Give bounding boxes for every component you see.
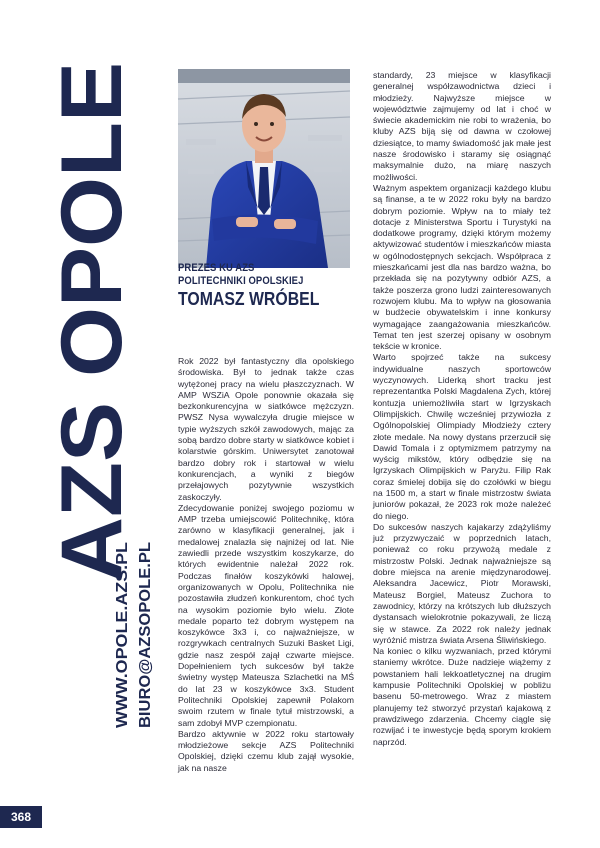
portrait-illustration <box>178 69 350 268</box>
role-line-2: POLITECHNIKI OPOLSKIEJ <box>178 275 304 287</box>
portrait-photo <box>178 69 350 268</box>
article-column-2 <box>373 70 551 748</box>
brand-title-text: AZS OPOLE <box>44 85 140 582</box>
email-link[interactable]: BIURO@AZSOPOLE.PL <box>137 547 154 728</box>
paragraph: Rok 2022 był fantastyczny dla opolskiego środowiska. Był to jednak także czas wytężonej pracy na wielu płaszczyznach. W AMP WSZiA Opole ponownie okazała się bezkonkurencyjna w siatkówce mężczyzn. PWSZ Nysa wywalczyła drugie miejsce w typie wyższych szkół zawodowych, mając za sobą bardzo dobre starty w siatkówce kobiet i kolarstwie górskim. Uniwersytet zanotował bardzo dobry rok i startował w wielu konkurencjach, a wyniki z biegów przełajowych pozytywnie wszystkich zaskoczyły. <box>178 356 354 502</box>
brand-title-svg <box>44 55 140 585</box>
author-name: TOMASZ WRÓBEL <box>178 289 320 309</box>
website-link[interactable]: WWW.OPOLE.AZS.PL <box>114 561 131 728</box>
page-number: 368 <box>10 810 32 824</box>
paragraph: Zdecydowanie poniżej swojego poziomu w AMP trzeba umiejscowić Politechnikę, która zarówno w klasyfikacji generalnej, jak i medalowej znalazła się najniżej od lat. Nie zawiedli przede wszystkim koszykarze, do których ewidentnie należał 2022 rok. Podczas finałów koszykówki halowej, organizowanych w Opolu, Politechnika nie pozostawiła złudzeń konkurentom, choć tych na wysokim poziomie było wielu. Złote medale poparto też dobrym występem na koszykówce 3x3 i, co najważniejsze, w rozgrywkach centralnych Suzuki Basket Ligi, gdzie nasz zespół zajął czwarte miejsce. Dopełnieniem tych sukcesów był także świetny występ Mateusza Szlachetki na MŚ do lat 23 w koszykówce 3x3. Student Politechniki Opolskiej zapewnił Polakom swoim rzutem w finale tytuł mistrzowski, a sam zdobył MVP czempionatu. <box>178 502 354 728</box>
paragraph: Ważnym aspektem organizacji każdego klubu są finanse, a te w 2022 roku były na bardzo dobrym poziomie. Wpływ na to miały też dotacje z Ministerstwa Sportu i Turystyki na dodatkowe programy, dzięki którym możemy aktywizować studentów i mieszkańców miasta w ogólnodostępnych sekcjach. Współpraca z mieszkańcami jest dla nas bardzo ważna, bo przekłada się na pozytywny odbiór AZS, a także poszerza grono ludzi zainteresowanych rozwojem klubu. Ma to wpływ na głosowania w budżecie obywatelskim i inne konkursy wymagające zaangażowania mieszkańców. Temat ten jest szerzej opisany w osobnym tekście w kronice. <box>373 182 551 352</box>
page-number-box <box>0 806 42 828</box>
paragraph: standardy, 23 miejsce w klasyfikacji generalnej współzawodnictwa dzieci i młodzieży. Najwyższe miejsce w województwie zajmujemy od lat i choć w świecie akademickim nie robi to wrażenia, bo kluby AZS biją się od dawna w czołowej dziesiątce, to mamy świadomość jak małe jest nasze środowisko i staramy się osiągnąć maksymalnie dużo, na miarę naszych możliwości. <box>373 70 551 182</box>
paragraph: Na koniec o kilku wyzwaniach, przed którymi staniemy wkrótce. Duże nadzieje wiążemy z powstaniem hali lekkoatletycznej na drugim kampusie Politechniki Opolskiej w pobliżu basenu 50-metrowego. Wraz z miastem planujemy też stworzyć przystań kajakową z prawdziwego zdarzenia. Chcemy ciągle się rozwijać i te inwestycje będą sporym krokiem naprzód. <box>373 646 551 747</box>
paragraph: Warto spojrzeć także na sukcesy indywidualne naszych sportowców wyczynowych. Liderką short tracku jest reprezentantka Polski Magdalena Zych, której kontuzja uniemożliwiła start w Igrzyskach Olimpijskich. Chwilę wcześniej przywiozła z Ogólnopolskiej Olimpiady Młodzieży cztery złote medale. Na nowy dystans przerzucił się Dawid Tomala i z optymizmem patrzymy na wyścig mikstów, który odbędzie się na Igrzyskach Olimpijskich w Paryżu. Filip Rak coraz śmielej dobija się do czołówki w biegu na 1500 m, a start w finale mistrzostw świata juniorów pokazał, że 2023 rok może należeć do niego. <box>373 352 551 521</box>
role-line-1: PREZES KU AZS <box>178 262 255 274</box>
author-heading <box>178 262 368 309</box>
vertical-brand-title <box>44 55 140 585</box>
paragraph: Bardzo aktywnie w 2022 roku startowały młodzieżowe sekcje AZS Politechniki Opolskiej, dzięki czemu klub zajął wysokie, jak na nasze <box>178 728 354 773</box>
vertical-contacts <box>90 530 170 730</box>
paragraph: Do sukcesów naszych kajakarzy zdążyliśmy już przyzwyczaić w poprzednich latach, ponieważ co roku przywożą medale z mistrzostw Polski. Jednak najważniejsze są dobre miejsca na arenie międzynarodowej. Aleksandra Jacewicz, Piotr Morawski, Mateusz Borgiel, Mateusz Zuchora to zawodnicy, którzy na krótszych lub dłuższych dystansach wielokrotnie pokazywali, że liczą się w stawce. Za 2022 rok należy jednak wyróżnić mistrza świata Arsena Śliwińskiego. <box>373 521 551 645</box>
article-column-1 <box>178 356 354 774</box>
contacts-svg <box>90 530 170 730</box>
